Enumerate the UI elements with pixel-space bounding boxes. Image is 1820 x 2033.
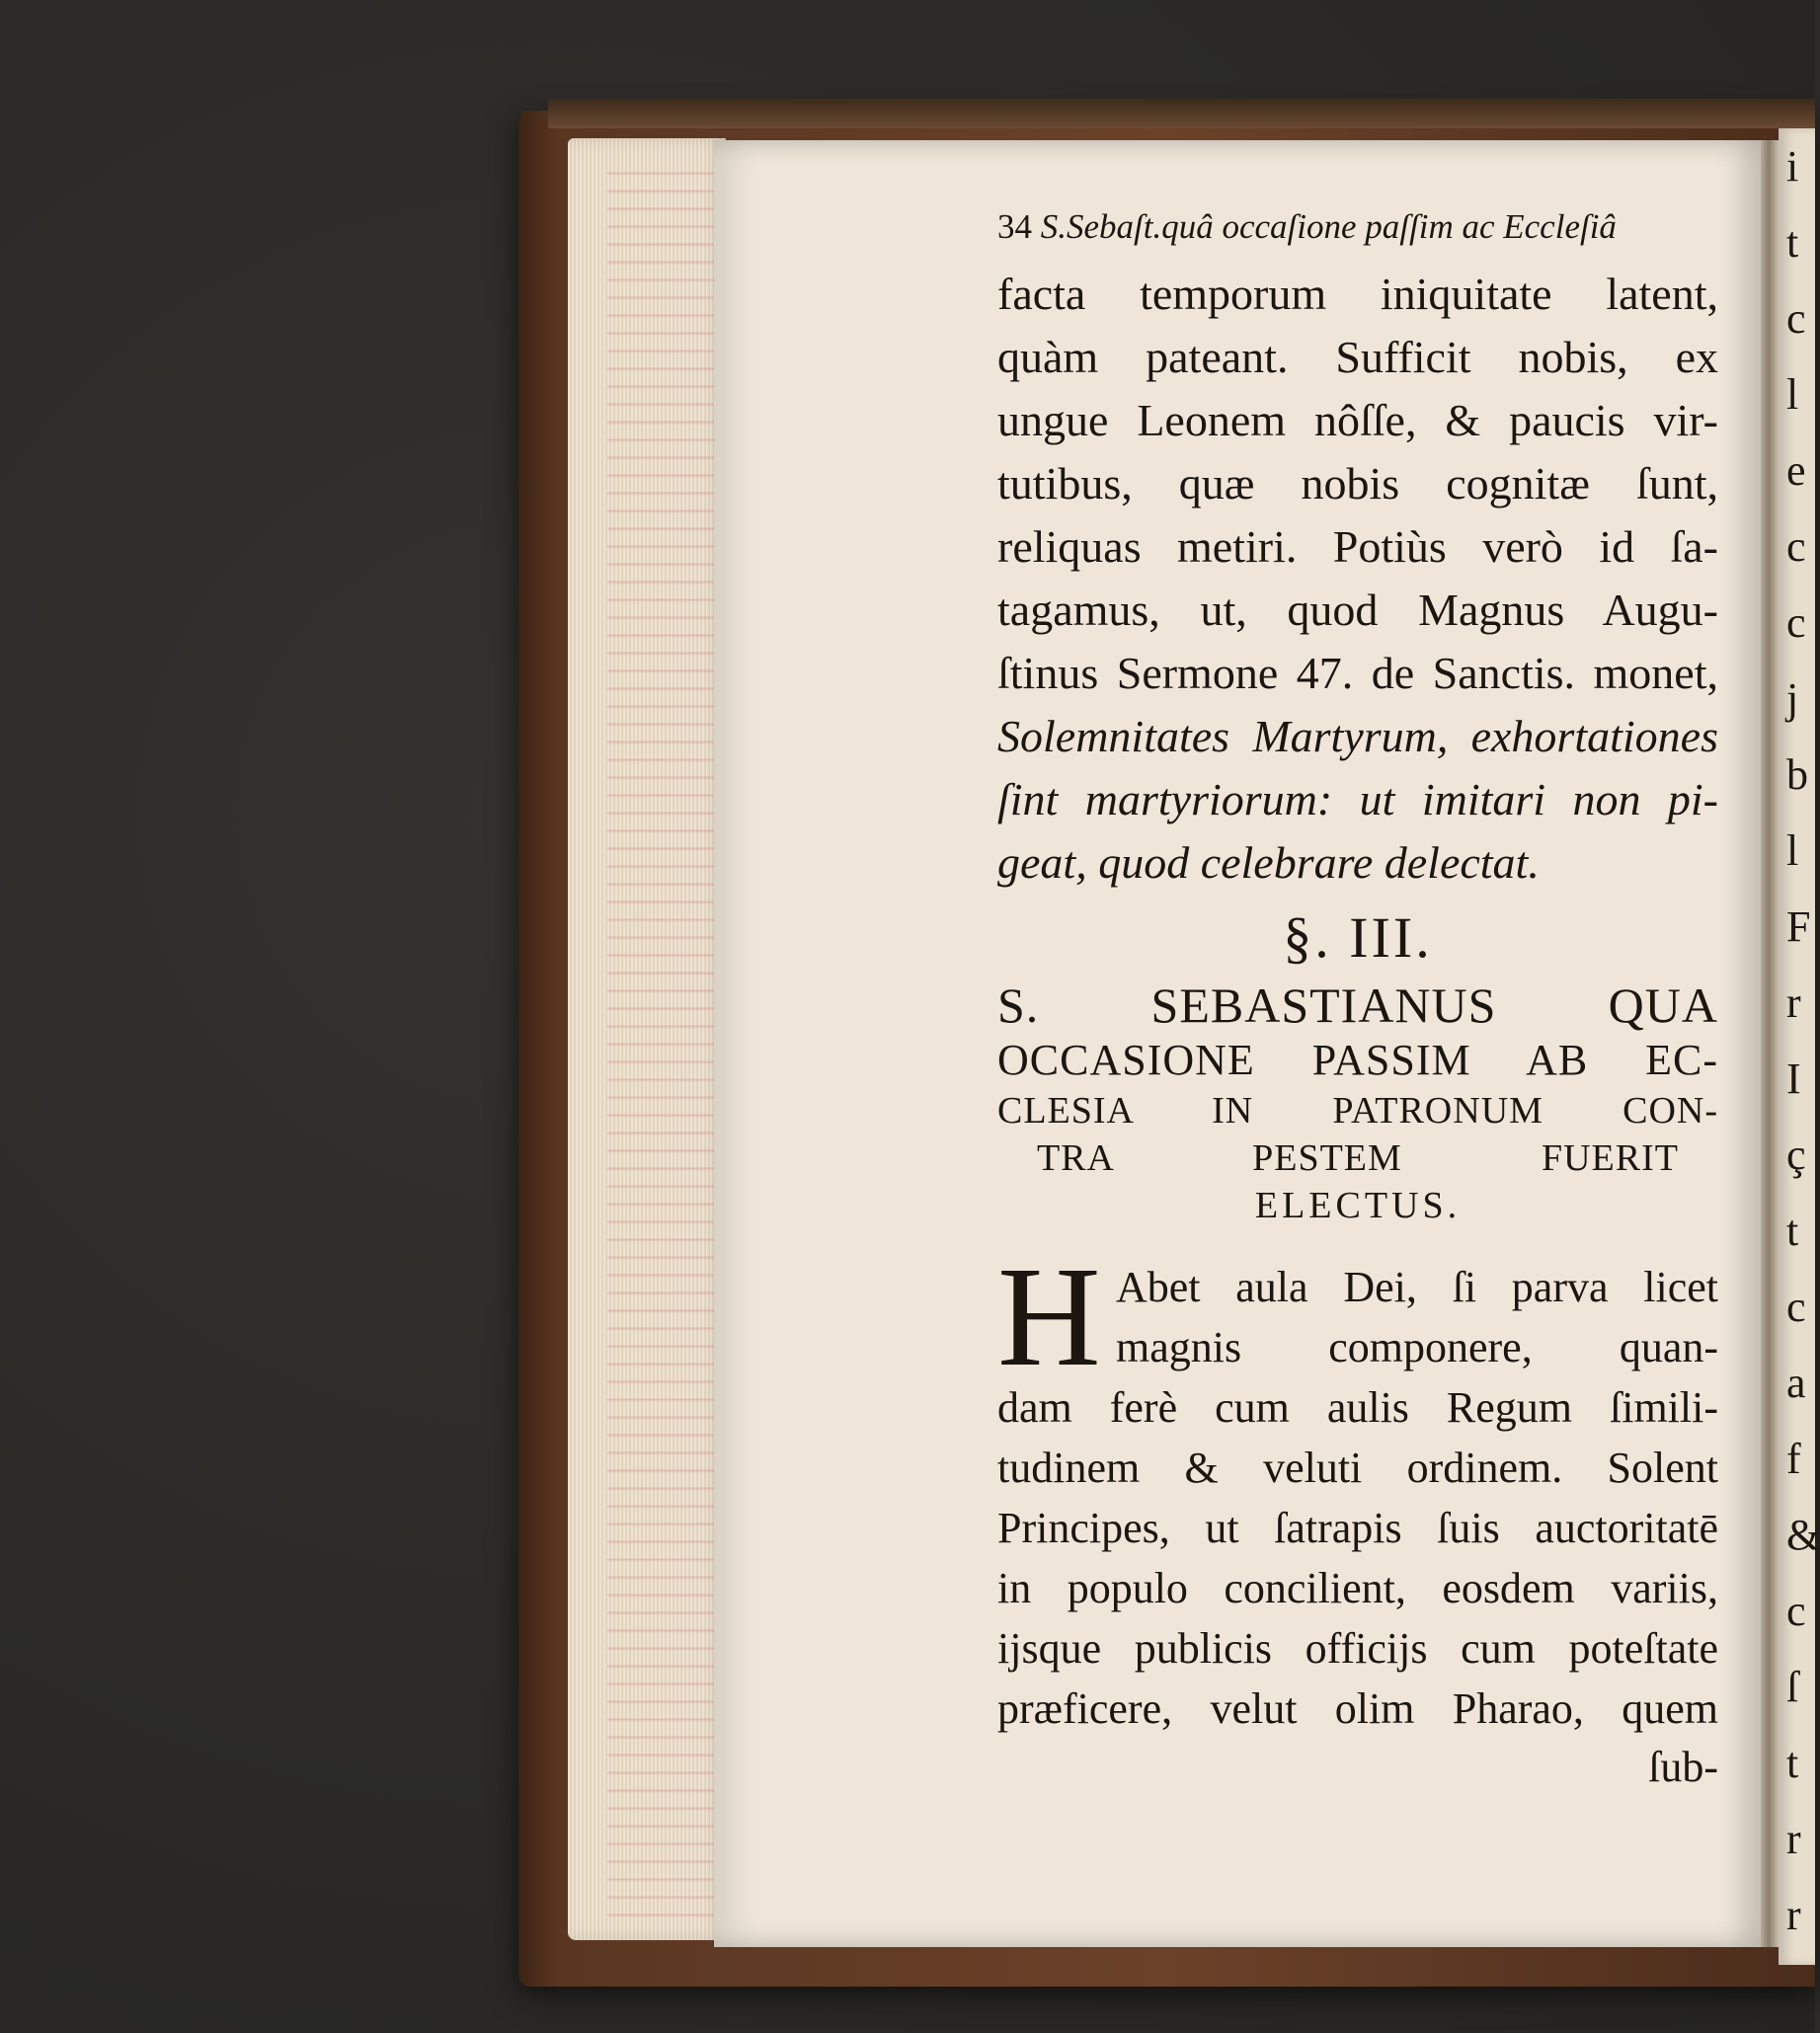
gutter [1761,140,1779,1947]
facing-page-letter: c [1786,598,1806,647]
facing-page-letter: c [1786,1283,1806,1331]
text-line: tagamus, ut, quod Magnus Augu- [997,585,1718,635]
text-line: quàm pateant. Sufficit nobis, ex [997,332,1718,382]
section-title-line: ELECTUS. [1254,1185,1462,1226]
facing-page-letter: c [1786,522,1806,571]
page-text [997,207,1718,1796]
facing-page-letter: c [1786,294,1806,343]
text-line: in populo concilient, eosdem variis, [997,1564,1718,1612]
text-line: tutibus, quæ nobis cognitæ ſunt, [997,458,1718,508]
section-title-line: S. SEBASTIANUS QUA [997,977,1718,1033]
facing-page-letter: l [1786,370,1799,419]
facing-page-letter: a [1786,1359,1806,1407]
facing-page-letter: c [1786,1587,1806,1635]
paragraph-1 [997,263,1718,895]
facing-page-letter: i [1786,142,1799,191]
text-line: ungue Leonem nôſſe, & paucis vir- [997,395,1718,445]
facing-page-letter: F [1786,902,1811,951]
facing-page-letter: r [1786,978,1801,1027]
text-line: ijsque publicis officijs cum poteſtate [997,1624,1718,1673]
facing-page-letter: j [1786,674,1799,723]
facing-page-letter: t [1786,218,1799,267]
facing-page-letter: t [1786,1207,1799,1255]
running-title: S.Sebaſt.quâ occaſione paſſim ac Eccleſiâ [1040,207,1617,246]
facing-page-letter: ſ [1786,1663,1799,1711]
facing-page-letter: & [1786,1511,1820,1559]
section-title-line: TRA PESTEM FUERIT [1037,1137,1679,1179]
paragraph-2 [997,1238,1718,1796]
section-mark: §. III. [1283,905,1433,970]
text-line: ſint martyriorum: ut imitari non pi- [997,774,1718,824]
text-line: dam ferè cum aulis Regum ſimili- [997,1383,1718,1432]
book-cover-top-edge [548,99,1815,128]
text-line: Solemnitates Martyrum, exhortationes [997,711,1718,761]
text-line: Principes, ut ſatrapis ſuis auctoritatē [997,1504,1718,1552]
section-title-line: CLESIA IN PATRONUM CON- [997,1090,1718,1132]
text-line: præficere, velut olim Pharao, quem [997,1684,1718,1733]
section-title-line: OCCASIONE PASSIM AB EC- [997,1036,1718,1084]
text-line: geat, quod celebrare delectat. [997,837,1540,888]
facing-page-edge [1779,128,1820,1965]
section-title [997,977,1718,1229]
text-line: facta temporum iniquitate latent, [997,269,1718,319]
facing-page-letter: l [1786,826,1799,875]
facing-page-letter: e [1786,446,1806,495]
facing-page-letter: f [1786,1435,1801,1483]
facing-page-letter: ç [1786,1131,1806,1179]
facing-page-letter: b [1786,750,1808,799]
drop-cap: H [997,1238,1101,1396]
text-line: Abet aula Dei, ſi parva licet [1116,1263,1718,1311]
catchword: ſub- [1648,1743,1718,1791]
running-header [997,207,1718,263]
text-line: ſtinus Sermone 47. de Sanctis. monet, [997,648,1718,698]
red-sprinkled-edge [607,158,716,1925]
facing-page-letter: r [1786,1891,1801,1939]
text-line: reliquas metiri. Potiùs verò id ſa- [997,521,1718,572]
text-line: magnis componere, quan- [1116,1323,1718,1371]
facing-page-letter: r [1786,1815,1801,1863]
text-line: tudinem & veluti ordinem. Solent [997,1444,1718,1492]
page-number: 34 [997,207,1032,246]
facing-page-letter: t [1786,1739,1799,1787]
facing-page-letter: I [1786,1055,1801,1103]
